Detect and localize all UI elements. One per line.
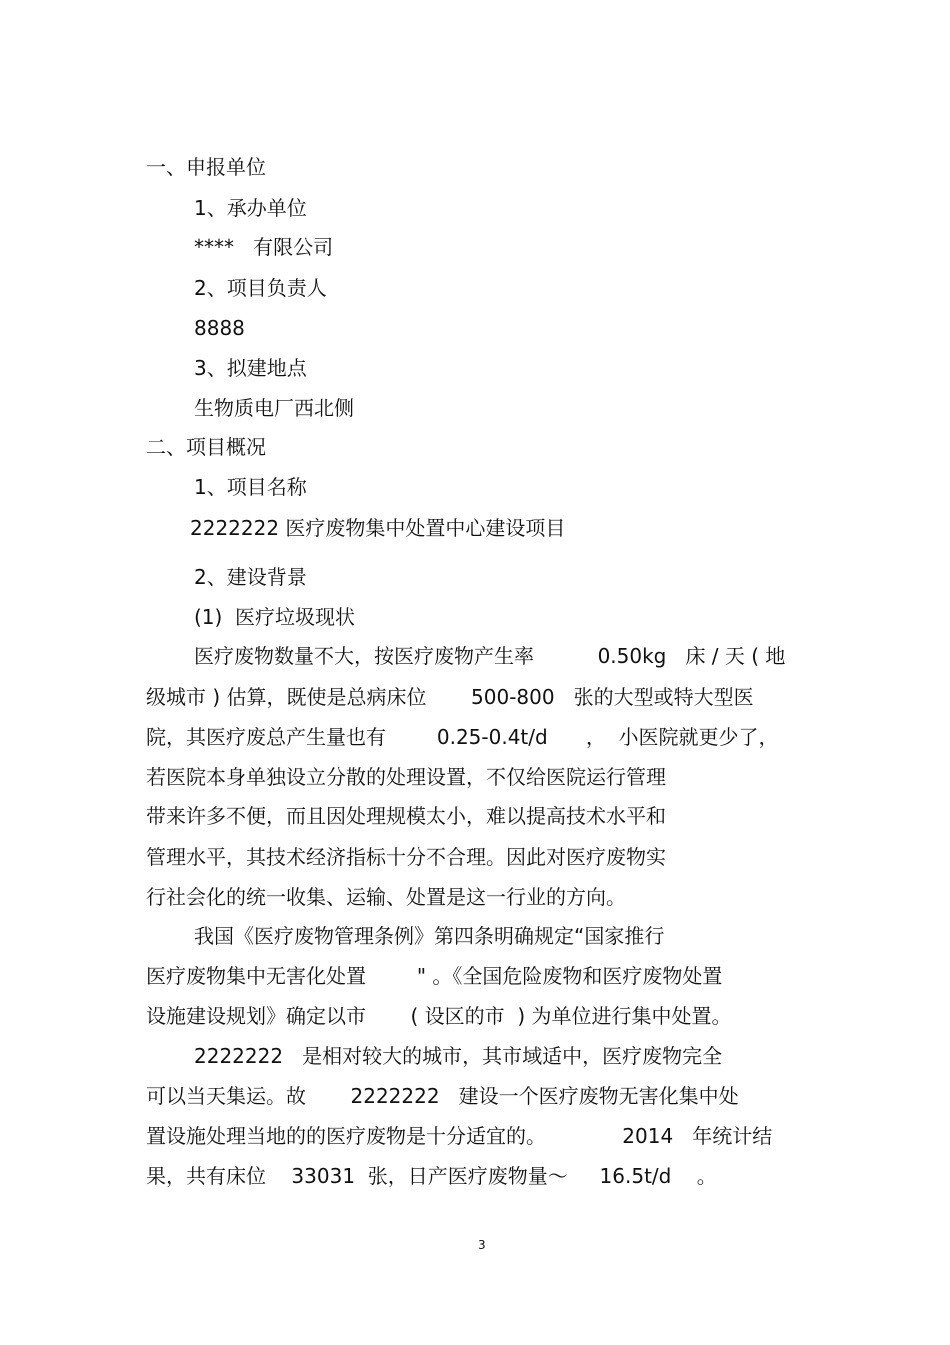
subheading-waste-status: (1) 医疗垃圾现状 <box>194 605 356 629</box>
body-line: 设施建设规划》确定以市 ( 设区的市 ) 为单位进行集中处置。 <box>146 1004 732 1028</box>
project-name-value: 2222222 医疗废物集中处置中心建设项目 <box>190 516 566 540</box>
body-line: 我国《医疗废物管理条例》第四条明确规定“国家推行 <box>194 924 665 948</box>
subheading-undertaking-unit: 1、承办单位 <box>194 196 307 220</box>
body-line: 置设施处理当地的的医疗废物是十分适宜的。 2014 年统计结 <box>146 1124 773 1148</box>
body-line: 院，其医疗废总产生量也有 0.25-0.4t/d ， 小医院就更少了， <box>146 725 779 749</box>
section-heading-applicant: 一、申报单位 <box>146 155 266 179</box>
subheading-project-leader: 2、项目负责人 <box>194 276 327 300</box>
body-line: 行社会化的统一收集、运输、处置是这一行业的方向。 <box>146 885 626 909</box>
section-heading-overview: 二、项目概况 <box>146 435 266 459</box>
body-line: 2222222 是相对较大的城市，其市域适中，医疗废物完全 <box>194 1044 723 1068</box>
subheading-site: 3、拟建地点 <box>194 356 307 380</box>
project-leader-value: 8888 <box>194 316 245 340</box>
page-number: 3 <box>478 1238 486 1252</box>
body-line: 可以当天集运。故 2222222 建设一个医疗废物无害化集中处 <box>146 1084 739 1108</box>
body-line: 若医院本身单独设立分散的处理设置，不仅给医院运行管理 <box>146 765 666 789</box>
body-line: 级城市 ) 估算，既使是总病床位 500-800 张的大型或特大型医 <box>146 685 754 709</box>
subheading-background: 2、建设背景 <box>194 565 307 589</box>
body-line: 果，共有床位 33031 张，日产医疗废物量～ 16.5t/d 。 <box>146 1164 717 1188</box>
body-line: 带来许多不便，而且因处理规模太小，难以提高技术水平和 <box>146 804 666 828</box>
site-value: 生物质电厂西北侧 <box>194 396 354 420</box>
body-line: 医疗废物集中无害化处置 " 。《全国危险废物和医疗废物处置 <box>146 964 723 988</box>
undertaking-unit-value: **** 有限公司 <box>194 235 334 259</box>
subheading-project-name: 1、项目名称 <box>194 475 307 499</box>
body-line: 管理水平，其技术经济指标十分不合理。因此对医疗废物实 <box>146 845 666 869</box>
body-line: 医疗废物数量不大，按医疗废物产生率 0.50kg 床 / 天 ( 地 <box>194 644 786 668</box>
